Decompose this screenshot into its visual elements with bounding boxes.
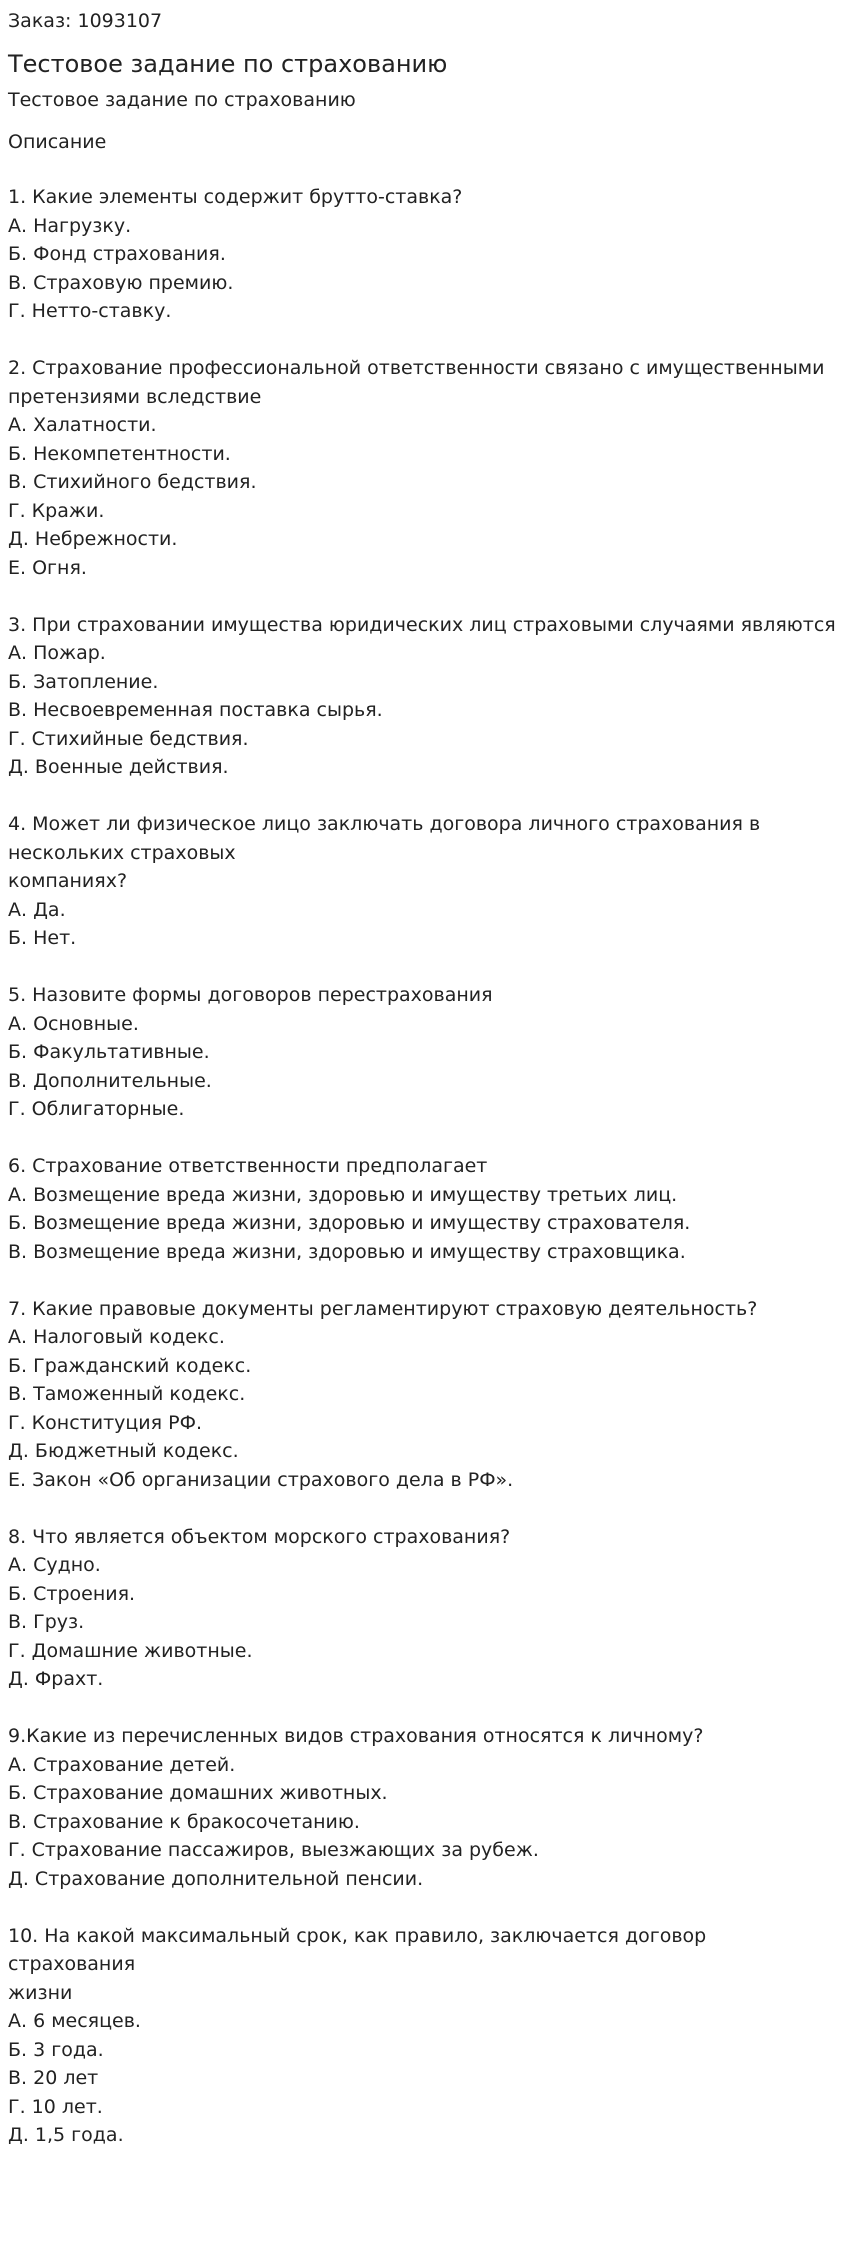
answer-option: Г. Конституция РФ. [8,1411,202,1434]
answer-option: В. Возмещение вреда жизни, здоровью и имуществу страховщика. [8,1240,686,1263]
answer-option: Б. Факультативные. [8,1041,210,1063]
answer-option: Д. Фрахт. [8,1668,104,1690]
answer-option: Г. Нетто-ставку. [8,300,172,322]
answer-option: В. Таможенный кодекс. [8,1383,246,1405]
answer-option: Б. Возмещение вреда жизни, здоровью и имуществу страхователя. [8,1212,691,1234]
answer-option: А. Страхование детей. [8,1753,236,1776]
description-label: Описание [8,131,107,153]
answer-option: А. Судно. [8,1554,101,1576]
question-block [8,1152,838,1266]
question-block [8,611,838,782]
question-text: 6. Страхование ответственности предполагает [8,1155,488,1177]
answer-option: Г. Кражи. [8,499,105,522]
answer-option: Г. Домашние животные. [8,1639,253,1662]
answer-option: Д. Страхование дополнительной пенсии. [8,1867,424,1890]
question-block [8,183,838,326]
answer-option: В. Страховую премию. [8,271,234,294]
answer-option: Б. Страхование домашних животных. [8,1782,388,1804]
question-text: 2. Страхование профессиональной ответственности связано с имущественными [8,357,825,379]
answer-option: В. Страхование к бракосочетанию. [8,1810,360,1833]
answer-option: Б. Фонд страхования. [8,243,226,265]
answer-option: Д. Небрежности. [8,528,178,550]
question-list [8,183,838,2150]
question-text: нескольких страховых [8,841,236,864]
question-text: 8. Что является объектом морского страхования? [8,1525,511,1548]
page-subtitle: Тестовое задание по страхованию [8,89,356,111]
question-block [8,354,838,582]
question-block [8,1295,838,1495]
answer-option: Б. Некомпетентности. [8,442,231,465]
question-text: 9.Какие из перечисленных видов страхования относятся к личному? [8,1725,704,1747]
question-block [8,810,838,953]
question-block [8,1722,838,1893]
answer-option: А. Возмещение вреда жизни, здоровью и имуществу третьих лиц. [8,1183,678,1206]
answer-option: Г. Облигаторные. [8,1098,185,1120]
question-text: 1. Какие элементы содержит брутто-ставка? [8,186,463,208]
question-text: 10. На какой максимальный срок, как правило, заключается договор страхования [8,1924,707,1975]
answer-option: А. Халатности. [8,414,157,436]
answer-option: Д. Военные действия. [8,756,229,778]
answer-option: Б. Затопление. [8,670,159,693]
order-number: Заказ: 1093107 [8,10,163,32]
answer-option: Б. Строения. [8,1582,136,1605]
answer-option: В. Несвоевременная поставка сырья. [8,699,383,721]
answer-option: Г. 10 лет. [8,2095,103,2118]
answer-option: Б. Нет. [8,927,77,949]
question-text: претензиями вследствие [8,385,262,408]
answer-option: Д. Бюджетный кодекс. [8,1440,239,1462]
answer-option: В. Стихийного бедствия. [8,471,257,493]
page-title: Тестовое задание по страхованию [8,50,448,78]
answer-option: А. Пожар. [8,642,106,664]
answer-option: Б. 3 года. [8,2038,104,2061]
question-text: 4. Может ли физическое лицо заключать договора личного страхования в [8,813,761,835]
answer-option: А. Да. [8,898,66,921]
question-text: 7. Какие правовые документы регламентируют страховую деятельность? [8,1297,758,1320]
question-text: 3. При страховании имущества юридических лиц страховыми случаями являются [8,613,836,636]
question-text: компаниях? [8,870,128,892]
answer-option: А. Основные. [8,1012,139,1035]
answer-option: Г. Стихийные бедствия. [8,727,249,750]
answer-option: Е. Закон «Об организации страхового дела в РФ». [8,1468,514,1491]
answer-option: В. 20 лет [8,2067,99,2089]
answer-option: Е. Огня. [8,556,87,579]
question-text: 5. Назовите формы договоров перестрахования [8,984,493,1006]
answer-option: А. Нагрузку. [8,214,132,237]
answer-option: Б. Гражданский кодекс. [8,1354,252,1377]
question-block [8,1922,838,2150]
answer-option: А. 6 месяцев. [8,2010,141,2032]
question-text: жизни [8,1981,73,2004]
answer-option: В. Дополнительные. [8,1069,212,1092]
answer-option: А. Налоговый кодекс. [8,1326,225,1348]
answer-option: Г. Страхование пассажиров, выезжающих за рубеж. [8,1839,539,1861]
question-block [8,981,838,1124]
answer-option: В. Груз. [8,1611,85,1633]
answer-option: Д. 1,5 года. [8,2124,124,2146]
question-block [8,1523,838,1694]
